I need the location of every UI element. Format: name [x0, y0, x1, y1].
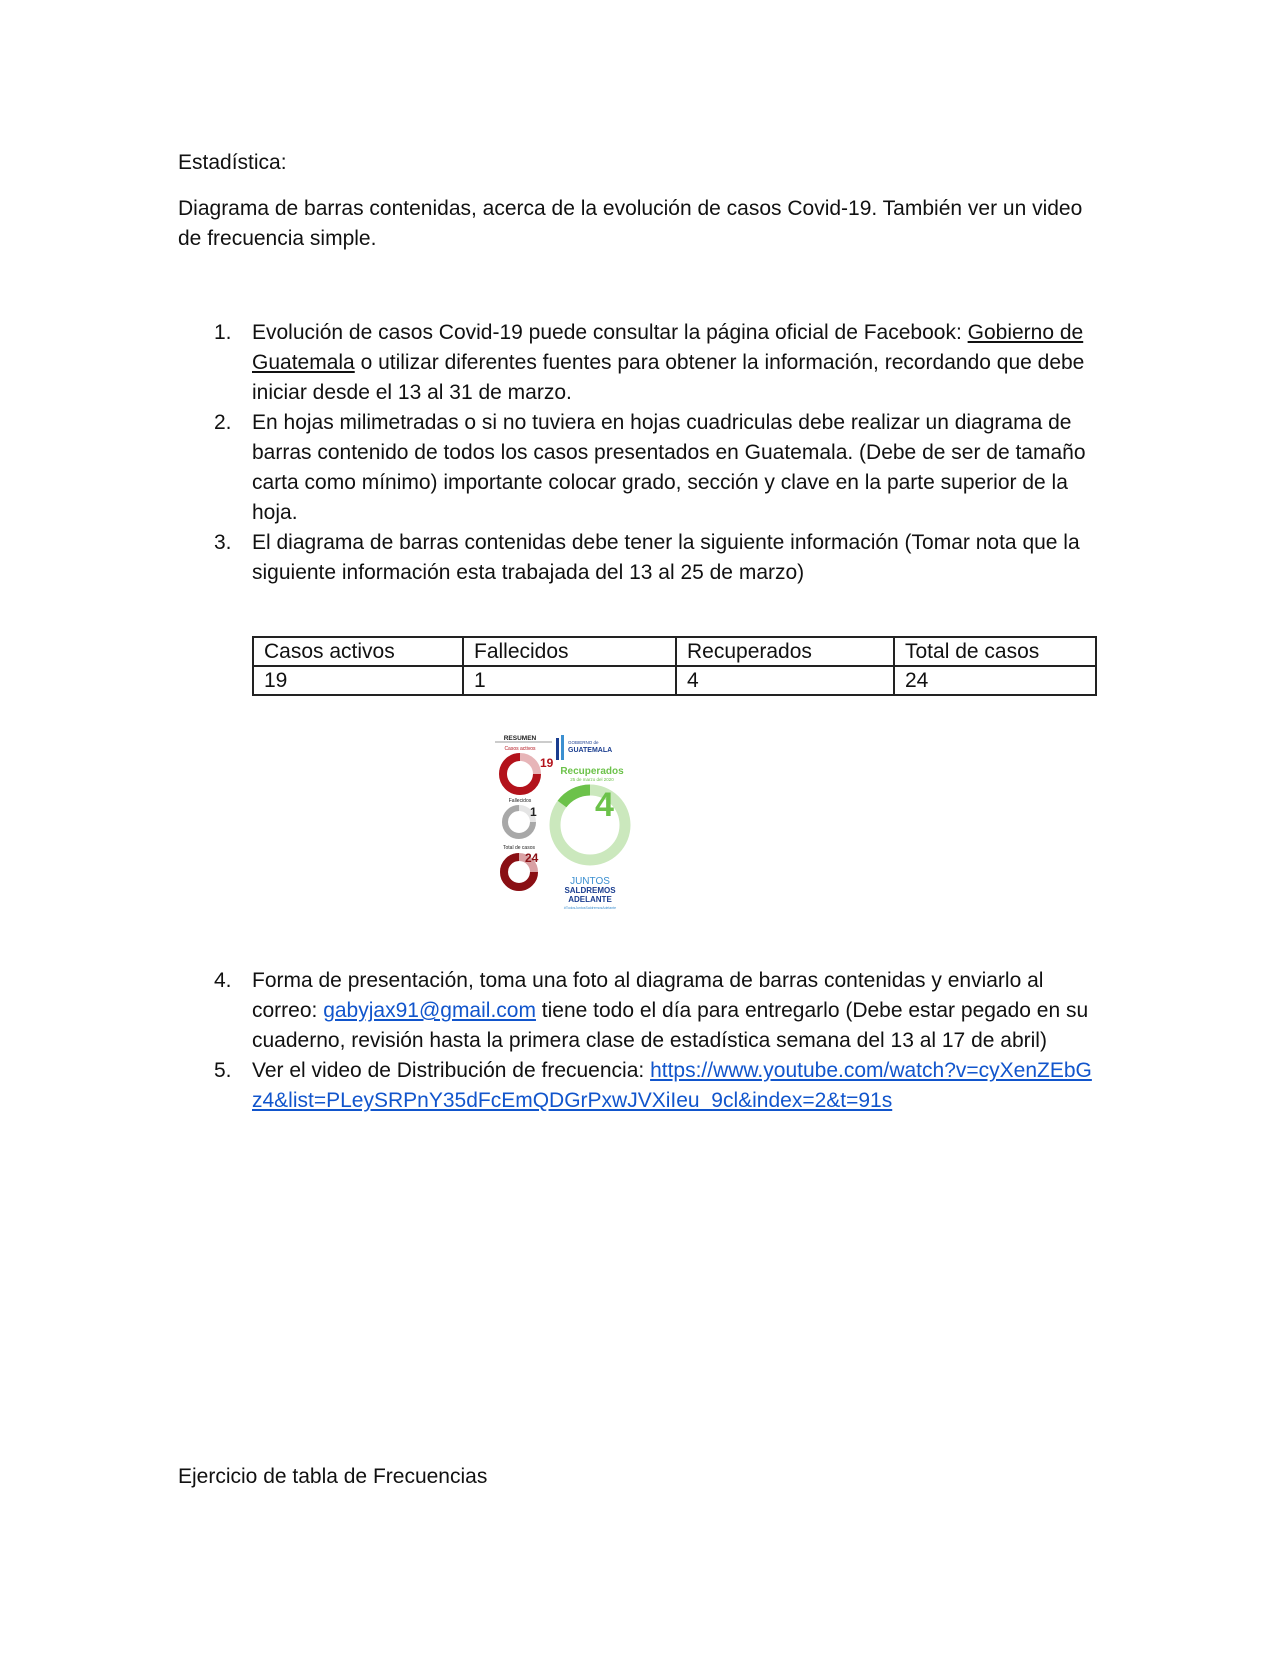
item-text: Evolución de casos Covid-19 puede consultar la página oficial de Facebook: [252, 321, 968, 344]
active-value: 19 [540, 756, 554, 770]
instructions-list-continued [178, 966, 1098, 1116]
table-header-cell: Recuperados [676, 637, 894, 666]
deaths-label: Fallecidos [508, 798, 532, 804]
active-label: Casos activos [504, 746, 536, 752]
page-heading: Estadística: [178, 151, 287, 174]
table-cell: 1 [463, 666, 676, 695]
recovered-ring-fill [562, 790, 590, 804]
list-number: 5. [214, 1059, 232, 1082]
table-cell: 19 [253, 666, 463, 695]
list-item [178, 966, 1098, 1056]
video-link[interactable]: https://www.youtube.com/watch?v=cyXenZEbGz4&list=PLeySRPnY35dFcEmQDGrPxwJVXiIeu_9cl&index=2&t=91s [252, 1059, 1092, 1112]
item-text: Forma de presentación, toma una foto al diagrama de barras contenidas y enviarlo al correo: [252, 969, 1044, 1022]
slogan-text: SALDREMOS [564, 886, 616, 895]
slogan-text: ADELANTE [568, 895, 612, 904]
table-cell: 24 [894, 666, 1096, 695]
item-text: Ver el video de Distribución de frecuencia: [252, 1059, 651, 1082]
table-cell: 4 [676, 666, 894, 695]
item-text: tiene todo el día para entregarlo (Debe estar pegado en su cuaderno, revisión hasta la primera clase de estadística semana del 13 al 17 de abril) [252, 999, 1089, 1052]
table-row [253, 666, 1096, 695]
item-text: o utilizar diferentes fuentes para obtener la información, recordando que debe iniciar desde el 13 al 31 de marzo. [252, 351, 1085, 404]
slogan-text: JUNTOS [570, 876, 610, 887]
gov-logo-text: GUATEMALA [568, 747, 613, 754]
list-number: 3. [214, 531, 232, 554]
total-label: Total de casos [503, 845, 535, 851]
cases-table [252, 636, 1097, 696]
table-header-cell: Casos activos [253, 637, 463, 666]
list-number: 1. [214, 321, 232, 344]
list-item [178, 528, 1098, 588]
table-header-cell: Total de casos [894, 637, 1096, 666]
covid-infographic [492, 732, 672, 930]
gov-logo-text: GOBIERNO de [568, 740, 599, 745]
list-item [178, 408, 1098, 528]
infographic-title: RESUMEN [503, 735, 537, 742]
total-value: 24 [525, 851, 539, 865]
list-number: 2. [214, 411, 232, 434]
item-text: En hojas milimetradas o si no tuviera en hojas cuadriculas debe realizar un diagrama de barras contenido de todos los casos presentados en Guatemala. (Debe de ser de tamaño carta como mínimo) importante colocar grado, sección y clave en la parte superior de la hoja. [252, 411, 1086, 524]
recovered-date: 25 de marzo del 2020 [570, 777, 614, 782]
list-item [178, 318, 1098, 408]
recovered-value: 4 [595, 786, 614, 824]
email-link[interactable]: gabyjax91@gmail.com [323, 999, 536, 1022]
instructions-list [178, 318, 1098, 588]
intro-paragraph: Diagrama de barras contenidas, acerca de la evolución de casos Covid-19. También ver un video de frecuencia simple. [178, 197, 1083, 250]
facebook-page-link[interactable]: Gobierno de Guatemala [252, 321, 1084, 374]
recovered-title: Recuperados [560, 766, 624, 777]
list-number: 4. [214, 969, 232, 992]
table-header-cell: Fallecidos [463, 637, 676, 666]
deaths-value: 1 [530, 805, 537, 819]
hashtag-text: #TodosJuntosSaldremosAdelante [563, 906, 617, 910]
footer-heading: Ejercicio de tabla de Frecuencias [178, 1465, 488, 1488]
list-item [178, 1056, 1098, 1116]
gov-logo-bar [561, 735, 564, 760]
item-text: El diagrama de barras contenidas debe tener la siguiente información (Tomar nota que la siguiente información esta trabajada del 13 al 25 de marzo) [252, 531, 1080, 584]
table-header-row [253, 637, 1096, 666]
gov-logo-bar [556, 738, 559, 760]
